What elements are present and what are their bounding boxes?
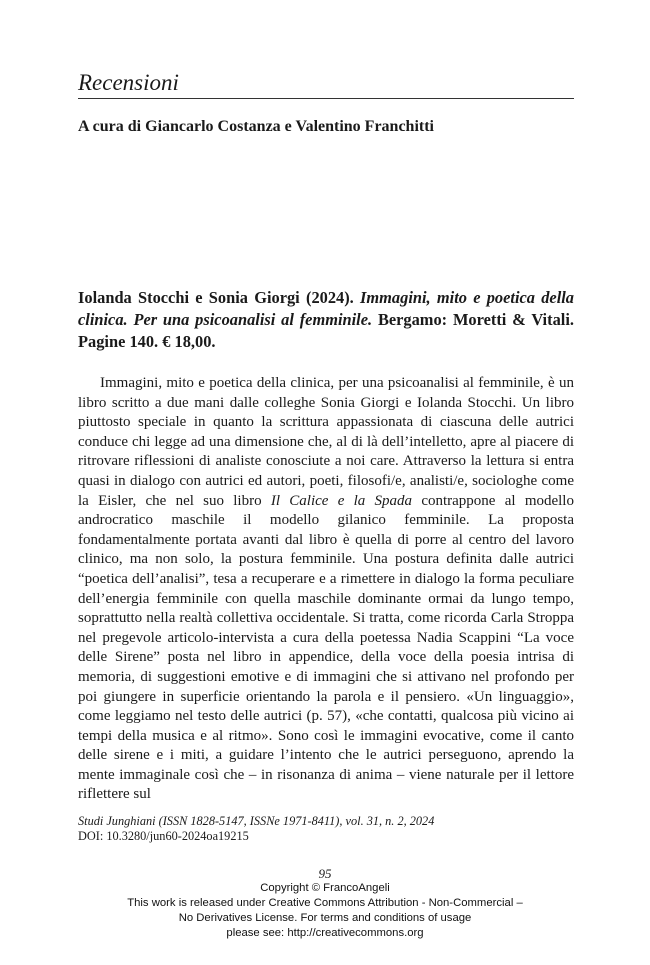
cited-book-title: Il Calice e la Spada — [270, 492, 413, 509]
review-publisher: Bergamo: Moretti & Vitali. Pagine 140. € 18,00. — [78, 310, 574, 351]
doi-line: DOI: 10.3280/jun60-2024oa19215 — [78, 829, 249, 843]
license-notice — [0, 881, 650, 941]
review-body — [78, 374, 574, 805]
license-link-line[interactable]: please see: http://creativecommons.org — [226, 927, 424, 939]
body-text-part-1: Immagini, mito e poetica della clinica, per una psicoanalisi al femminile, è un libro scritto a due mani dalle colleghe Sonia Giorgi e Iolanda Stocchi. Un libro piuttosto speciale in quanto la scrittura appassionata di ciascuna delle autrici conduce chi legge ad una dimensione che, al di là dell’intelletto, apre al piacere di ritrovare riflessioni di analiste conosciute a noi care. Attraverso la lettura si entra quasi in dialogo con autrici ed autori, poeti, filosofi/e, analisti/e, sociologhe come la Eisler, che nel suo libro — [78, 375, 574, 509]
section-title: Recensioni — [78, 70, 574, 99]
license-line: Copyright © FrancoAngeli — [260, 882, 390, 894]
page-number: 95 — [318, 866, 332, 881]
journal-citation: Studi Junghiani (ISSN 1828-5147, ISSNe 1971-8411), vol. 31, n. 2, 2024 — [78, 814, 435, 828]
editors-line: A cura di Giancarlo Costanza e Valentino Franchitti — [78, 118, 434, 135]
body-text-part-2: contrappone al modello androcratico maschile il modello gilanico femminile. La proposta fondamentalmente portata avanti dal libro è quella di porre al centro del lavoro clinico, ma non solo, la postura femminile. Una postura definita dalle autrici “poetica dell’analisi”, tesa a recuperare e a rimettere in dialogo la forma peculiare dell’energia femminile con quella maschile dominante ormai da lungo tempo, soprattutto nella realtà collettiva occidentale. Si tratta, come ricorda Carla Stroppa nel pregevole articolo-intervista a cura della poetessa Nadia Scappini “La voce delle Sirene” posta nel libro in appendice, della voce della poesia intrisa di memoria, di suggestioni emotive e di immagini che si attivano nel profondo per poi giungere in superficie orientando la parola e il pensiero. «Un linguaggio», come leggiamo nel testo delle autrici (p. 57), «che contatti, qualcosa più vicino ai tempi della musica e al ritmo». Sono così le immagini evocative, come il canto delle sirene e i miti, a guidare l’intento che le autrici perseguono, aprendo la mente immaginale così che – in risonanza di anima – viene naturale per il lettore riflettere sul — [78, 492, 574, 803]
review-book-title: Immagini, mito e poetica della clinica. Per una psicoanalisi al femminile. — [78, 288, 574, 329]
license-line: No Derivatives License. For terms and conditions of usage — [178, 912, 472, 924]
license-line: This work is released under Creative Commons Attribution - Non-Commercial – — [127, 897, 523, 909]
review-heading — [78, 287, 574, 353]
review-authors: Iolanda Stocchi e Sonia Giorgi (2024). — [78, 288, 354, 307]
